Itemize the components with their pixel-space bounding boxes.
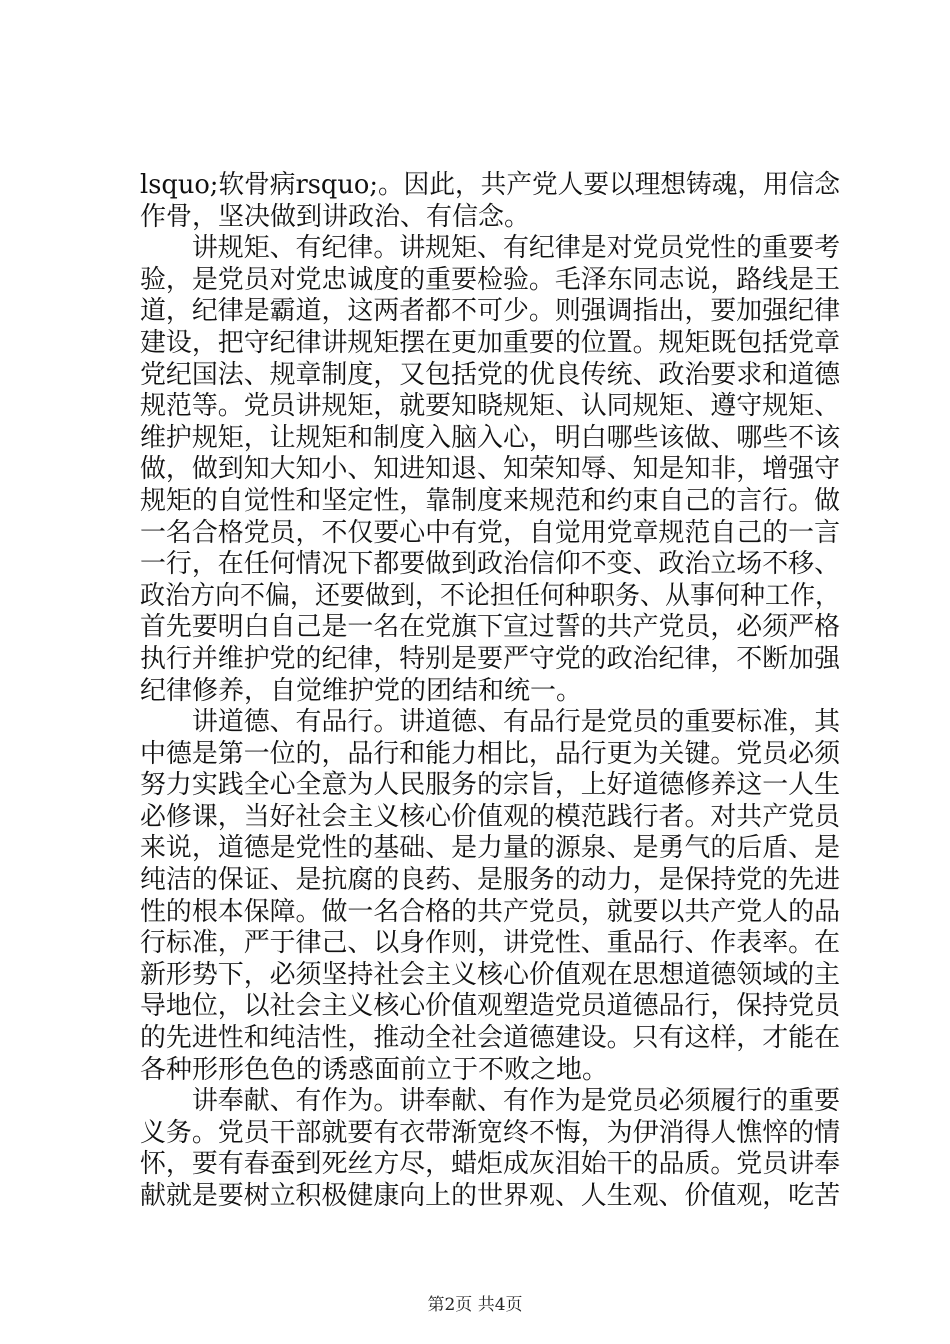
text-line: 行标准，严于律己、以身作则，讲党性、重品行、作表率。在 [140, 928, 841, 959]
text-line: 一名合格党员，不仅要心中有党，自觉用党章规范自己的一言 [140, 517, 841, 548]
text-line: 来说，道德是党性的基础、是力量的源泉、是勇气的后盾、是 [140, 833, 841, 864]
paragraph-start-line: 讲道德、有品行。讲道德、有品行是党员的重要标准，其 [191, 707, 841, 738]
text-line: 怀，要有春蚕到死丝方尽，蜡炬成灰泪始干的品质。党员讲奉 [140, 1149, 841, 1180]
text-line: 必修课，当好社会主义核心价值观的模范践行者。对共产党员 [140, 801, 841, 832]
text-line: 性的根本保障。做一名合格的共产党员，就要以共产党人的品 [140, 896, 841, 927]
text-line: 验，是党员对党忠诚度的重要检验。毛泽东同志说，路线是王 [140, 264, 841, 295]
text-line: 规范等。党员讲规矩，就要知晓规矩、认同规矩、遵守规矩、 [140, 391, 841, 422]
page-number-footer: 第2页 共4页 [427, 1295, 523, 1315]
text-line: 新形势下，必须坚持社会主义核心价值观在思想道德领域的主 [140, 959, 841, 990]
text-line: 努力实践全心全意为人民服务的宗旨，上好道德修养这一人生 [140, 770, 841, 801]
text-line: 作骨，坚决做到讲政治、有信念。 [140, 201, 531, 232]
text-line: 政治方向不偏，还要做到，不论担任何种职务、从事何种工作， [140, 580, 841, 611]
text-line: 一行，在任何情况下都要做到政治信仰不变、政治立场不移、 [140, 549, 841, 580]
text-line: 导地位，以社会主义核心价值观塑造党员道德品行，保持党员 [140, 991, 841, 1022]
text-line: 纯洁的保证、是抗腐的良药、是服务的动力，是保持党的先进 [140, 865, 841, 896]
document-body [140, 170, 840, 1213]
text-line: 首先要明白自己是一名在党旗下宣过誓的共产党员，必须严格 [140, 612, 841, 643]
text-line: 各种形形色色的诱惑面前立于不败之地。 [140, 1054, 609, 1085]
text-line: 建设，把守纪律讲规矩摆在更加重要的位置。规矩既包括党章 [140, 327, 841, 358]
text-line: 义务。党员干部就要有衣带渐宽终不悔，为伊消得人憔悴的情 [140, 1117, 841, 1148]
text-line: 维护规矩，让规矩和制度入脑入心，明白哪些该做、哪些不该 [140, 422, 841, 453]
text-line: lsquo;软骨病rsquo;。因此，共产党人要以理想铸魂，用信念 [140, 170, 841, 200]
text-line: 党纪国法、规章制度，又包括党的优良传统、政治要求和道德 [140, 359, 841, 390]
text-line: 中德是第一位的，品行和能力相比，品行更为关键。党员必须 [140, 738, 841, 769]
text-line: 道，纪律是霸道，这两者都不可少。则强调指出，要加强纪律 [140, 296, 841, 327]
text-line: 规矩的自觉性和坚定性，靠制度来规范和约束自己的言行。做 [140, 485, 841, 516]
text-line: 的先进性和纯洁性，推动全社会道德建设。只有这样，才能在 [140, 1023, 841, 1054]
paragraph-start-line: 讲规矩、有纪律。讲规矩、有纪律是对党员党性的重要考 [191, 233, 841, 264]
paragraph-start-line: 讲奉献、有作为。讲奉献、有作为是党员必须履行的重要 [191, 1086, 841, 1117]
text-line: 做，做到知大知小、知进知退、知荣知辱、知是知非，增强守 [140, 454, 841, 485]
text-line: 纪律修养，自觉维护党的团结和统一。 [140, 675, 583, 706]
text-line: 执行并维护党的纪律，特别是要严守党的政治纪律，不断加强 [140, 643, 841, 674]
text-line: 献就是要树立积极健康向上的世界观、人生观、价值观，吃苦 [140, 1181, 841, 1211]
